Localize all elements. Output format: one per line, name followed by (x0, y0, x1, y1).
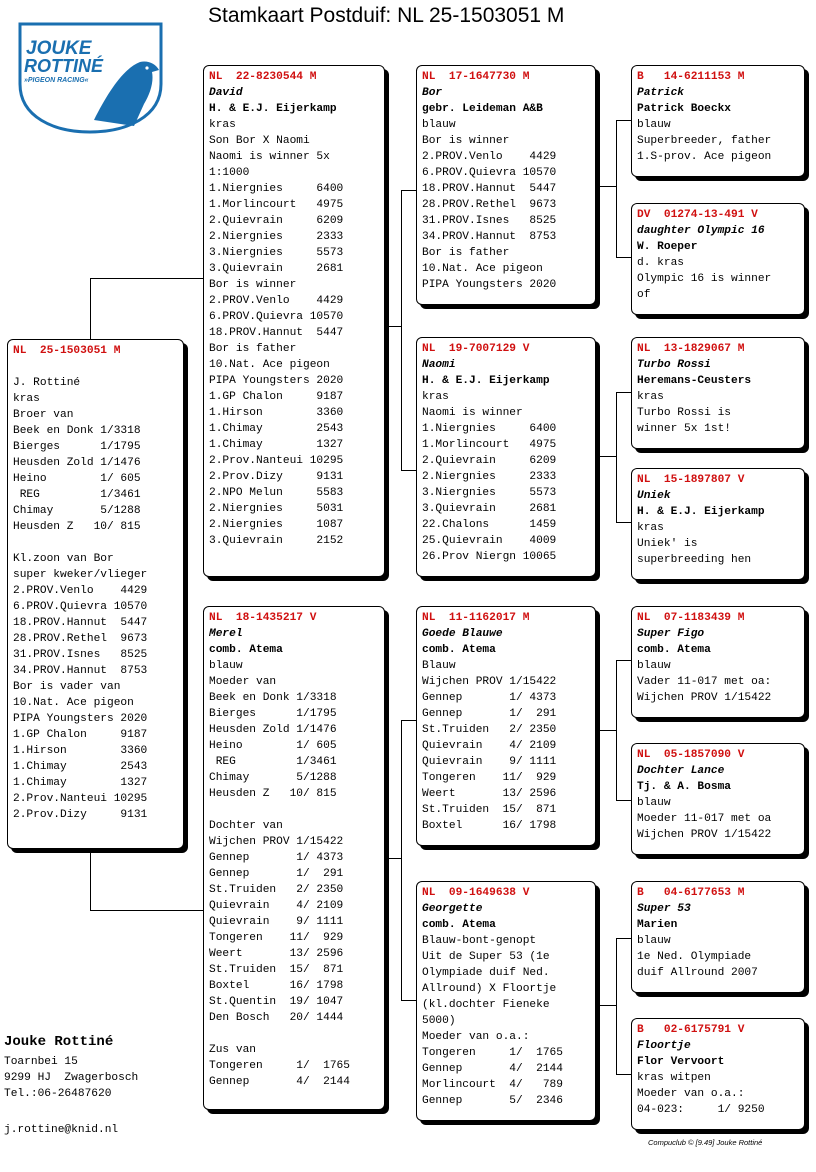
connector (616, 522, 632, 523)
pigeon-card-mff[interactable] (631, 606, 805, 718)
info-line: 1.Chimay 1327 (13, 777, 148, 789)
info-line: Gennep 1/ 4373 (209, 852, 344, 864)
info-line: 1.S-prov. Ace pigeon (637, 151, 772, 163)
info-line: blauw (637, 935, 671, 947)
info-line: duif Allround 2007 (637, 967, 758, 979)
info-line: 1e Ned. Olympiade (637, 951, 752, 963)
breeder-name: Tj. & A. Bosma (637, 781, 731, 793)
info-line: 2.PROV.Venlo 4429 (209, 295, 344, 307)
info-line: Tongeren 11/ 929 (209, 932, 344, 944)
info-line: kras (13, 393, 40, 405)
info-line: Chimay 5/1288 (209, 772, 337, 784)
info-line: super kweker/vlieger (13, 569, 148, 581)
page-title: Stamkaart Postduif: NL 25-1503051 M (208, 4, 565, 27)
info-line: Heusden Zold 1/1476 (209, 724, 337, 736)
info-line: 10.Nat. Ace pigeon (422, 263, 543, 275)
info-line: blauw (422, 119, 456, 131)
connector (401, 1000, 417, 1001)
info-line: Gennep 4/ 2144 (422, 1063, 563, 1075)
ring-number: NL 19-7007129 V (422, 343, 530, 355)
info-line: 3.Quievrain 2681 (209, 263, 344, 275)
connector (597, 456, 617, 457)
info-line: 34.PROV.Hannut 8753 (422, 231, 557, 243)
info-line: Quievrain 4/ 2109 (422, 740, 557, 752)
pigeon-card-fmm[interactable] (631, 468, 805, 580)
info-line: 1.Hirson 3360 (209, 407, 344, 419)
breeder-name: comb. Atema (422, 644, 496, 656)
info-line: winner 5x 1st! (637, 423, 731, 435)
pigeon-card-mother-father[interactable] (416, 606, 596, 846)
info-line: Heusden Z 10/ 815 (13, 521, 141, 533)
info-line: 2.Niergnies 2333 (209, 231, 344, 243)
info-line: Blauw-bont-genopt (422, 935, 537, 947)
info-line: Bor is father (422, 247, 510, 259)
info-line (209, 802, 379, 818)
info-line: Den Bosch 20/ 1444 (209, 1012, 344, 1024)
info-line: 1.Chimay 1327 (209, 439, 344, 451)
pigeon-card-father-father[interactable] (416, 65, 596, 305)
info-line: Vader 11-017 met oa: (637, 676, 772, 688)
info-line: 2.Prov.Nanteui 10295 (209, 455, 344, 467)
info-line: 2.Niergnies 2333 (422, 471, 557, 483)
info-line: Heino 1/ 605 (209, 740, 337, 752)
ring-number: NL 22-8230544 M (209, 71, 317, 83)
pigeon-card-subject[interactable] (7, 339, 184, 849)
info-line: PIPA Youngsters 2020 (209, 375, 344, 387)
info-line: 2.NPO Melun 5583 (209, 487, 344, 499)
info-line: Wijchen PROV 1/15422 (422, 676, 557, 688)
info-line: blauw (637, 797, 671, 809)
info-line: kras witpen (637, 1072, 711, 1084)
info-line: 10.Nat. Ace pigeon (209, 359, 330, 371)
info-line: 3.Quievrain 2152 (209, 535, 344, 547)
info-line: Boxtel 16/ 1798 (209, 980, 344, 992)
breeder-name: H. & E.J. Eijerkamp (422, 375, 550, 387)
connector (616, 938, 632, 939)
info-line: 22.Chalons 1459 (422, 519, 557, 531)
info-line: 1.GP Chalon 9187 (209, 391, 344, 403)
breeder-name: comb. Atema (422, 919, 496, 931)
pigeon-card-father-mother[interactable] (416, 337, 596, 577)
breeder-name: comb. Atema (209, 644, 283, 656)
info-line: Wijchen PROV 1/15422 (637, 829, 772, 841)
ring-number: NL 17-1647730 M (422, 71, 530, 83)
info-line: St.Truiden 2/ 2350 (422, 724, 557, 736)
info-line: 31.PROV.Isnes 8525 (13, 649, 148, 661)
pigeon-card-father[interactable] (203, 65, 385, 577)
pigeon-name: Goede Blauwe (422, 628, 503, 640)
pigeon-card-mmm[interactable] (631, 1018, 805, 1130)
info-line: Weert 13/ 2596 (209, 948, 344, 960)
info-line: 2.Prov.Nanteui 10295 (13, 793, 148, 805)
info-line: 6.PROV.Quievra 10570 (209, 311, 344, 323)
pigeon-name: Naomi (422, 359, 456, 371)
info-line: Bierges 1/1795 (209, 708, 337, 720)
connector (597, 1005, 617, 1006)
pigeon-name: Super 53 (637, 903, 691, 915)
connector (616, 1074, 632, 1075)
logo-line2: ROTTINÉ (24, 56, 103, 76)
pigeon-card-mother[interactable] (203, 606, 385, 1110)
info-line: Moeder van o.a.: (637, 1088, 745, 1100)
info-line: 18.PROV.Hannut 5447 (422, 183, 557, 195)
info-line: Quievrain 4/ 2109 (209, 900, 344, 912)
info-line: kras (209, 119, 236, 131)
info-line: d. kras (637, 257, 684, 269)
info-line: 2.Niergnies 1087 (209, 519, 344, 531)
info-line: 2.PROV.Venlo 4429 (422, 151, 557, 163)
info-line: blauw (209, 660, 243, 672)
pigeon-name: Super Figo (637, 628, 705, 640)
owner-email[interactable]: j.rottine@knid.nl (4, 1124, 119, 1136)
info-line: Moeder van o.a.: (422, 1031, 530, 1043)
info-line: Bor is father (209, 343, 297, 355)
info-line: PIPA Youngsters 2020 (422, 279, 557, 291)
connector (597, 730, 617, 731)
pigeon-name: David (209, 87, 243, 99)
info-line: Gennep 1/ 291 (209, 868, 344, 880)
info-line: kras (637, 391, 664, 403)
ring-number: NL 13-1829067 M (637, 343, 745, 355)
info-line (209, 1026, 379, 1042)
connector (616, 392, 617, 522)
connector (90, 910, 204, 911)
info-line: Turbo Rossi is (637, 407, 731, 419)
info-line: Quievrain 9/ 1111 (422, 756, 557, 768)
pigeon-card-fmf[interactable] (631, 337, 805, 449)
info-line: Boxtel 16/ 1798 (422, 820, 557, 832)
info-line: Bierges 1/1795 (13, 441, 141, 453)
info-line: 28.PROV.Rethel 9673 (13, 633, 148, 645)
ring-number: NL 07-1183439 M (637, 612, 745, 624)
pigeon-name: daughter Olympic 16 (637, 225, 765, 237)
info-line: Dochter van (209, 820, 283, 832)
owner-name: Jouke Rottiné (4, 1034, 114, 1050)
info-line: 2.Quievrain 6209 (422, 455, 557, 467)
info-line: 1.Niergnies 6400 (209, 183, 344, 195)
info-line: Quievrain 9/ 1111 (209, 916, 344, 928)
info-line: Zus van (209, 1044, 256, 1056)
pigeon-name: Patrick (637, 87, 684, 99)
connector (597, 186, 617, 187)
info-line: (kl.dochter Fieneke (422, 999, 550, 1011)
owner-address-line2: 9299 HJ Zwagerbosch (4, 1072, 139, 1084)
info-line: Son Bor X Naomi (209, 135, 310, 147)
connector (90, 278, 91, 340)
info-line: 10.Nat. Ace pigeon (13, 697, 134, 709)
owner-address-line1: Toarnbei 15 (4, 1056, 78, 1068)
connector (401, 720, 402, 1000)
breeder-name: Patrick Boeckx (637, 103, 731, 115)
info-line: Moeder 11-017 met oa (637, 813, 772, 825)
info-line: superbreeding hen (637, 554, 752, 566)
owner-block (4, 1034, 138, 1102)
breeder-name: Marien (637, 919, 678, 931)
pigeon-name: Uniek (637, 490, 671, 502)
info-line: Bor is winner (209, 279, 297, 291)
pigeon-name: Dochter Lance (637, 765, 725, 777)
info-line: Superbreeder, father (637, 135, 772, 147)
logo-line1: JOUKE (26, 38, 92, 59)
info-line: Tongeren 1/ 1765 (422, 1047, 563, 1059)
info-line: 18.PROV.Hannut 5447 (13, 617, 148, 629)
info-line (13, 535, 178, 551)
ring-number: B 04-6177653 M (637, 887, 745, 899)
pigeon-name: Merel (209, 628, 243, 640)
info-line: Bor is winner (422, 135, 510, 147)
connector (386, 858, 402, 859)
info-line: Uit de Super 53 (1e (422, 951, 550, 963)
connector (616, 257, 632, 258)
info-line: kras (422, 391, 449, 403)
connector (616, 938, 617, 1074)
info-line: blauw (637, 119, 671, 131)
info-line: Morlincourt 4/ 789 (422, 1079, 563, 1091)
info-line: Olympiade duif Ned. (422, 967, 550, 979)
info-line: St.Truiden 15/ 871 (422, 804, 557, 816)
ring-number: B 14-6211153 M (637, 71, 745, 83)
ring-number: DV 01274-13-491 V (637, 209, 758, 221)
connector (616, 120, 632, 121)
info-line: Moeder van (209, 676, 277, 688)
connector (401, 720, 417, 721)
info-line: Broer van (13, 409, 74, 421)
info-line: Heusden Z 10/ 815 (209, 788, 337, 800)
breeder-name: Flor Vervoort (637, 1056, 725, 1068)
pigeon-card-ffm[interactable] (631, 203, 805, 315)
info-line: Blauw (422, 660, 456, 672)
ring-number: NL 11-1162017 M (422, 612, 530, 624)
ring-number: NL 05-1857090 V (637, 749, 745, 761)
breeder-name: W. Roeper (637, 241, 698, 253)
info-line: 3.Niergnies 5573 (422, 487, 557, 499)
info-line: Olympic 16 is winner (637, 273, 772, 285)
info-line: 1.GP Chalon 9187 (13, 729, 148, 741)
info-line: 1:1000 (209, 167, 250, 179)
ring-number: NL 18-1435217 V (209, 612, 317, 624)
connector (401, 190, 417, 191)
connector (90, 278, 204, 279)
info-line: 1.Morlincourt 4975 (209, 199, 344, 211)
connector (616, 120, 617, 258)
info-line: Naomi is winner (422, 407, 523, 419)
info-line: 6.PROV.Quievra 10570 (422, 167, 557, 179)
info-line: 26.Prov Niergn 10065 (422, 551, 557, 563)
info-line: Wijchen PROV 1/15422 (209, 836, 344, 848)
pigeon-card-mother-mother[interactable] (416, 881, 596, 1121)
info-line: 5000) (422, 1015, 456, 1027)
connector (616, 392, 632, 393)
info-line: Uniek' is (637, 538, 698, 550)
info-line: 3.Quievrain 2681 (422, 503, 557, 515)
ring-number: NL 25-1503051 M (13, 345, 121, 357)
connector (386, 326, 402, 327)
info-line: Weert 13/ 2596 (422, 788, 557, 800)
connector (401, 470, 417, 471)
info-line: St.Truiden 15/ 871 (209, 964, 344, 976)
info-line: REG 1/3461 (13, 489, 141, 501)
info-line: blauw (637, 660, 671, 672)
connector (401, 190, 402, 470)
pigeon-name: Georgette (422, 903, 483, 915)
pigeon-card-mfm[interactable] (631, 743, 805, 855)
connector (616, 660, 632, 661)
info-line: Heusden Zold 1/1476 (13, 457, 141, 469)
info-line: 31.PROV.Isnes 8525 (422, 215, 557, 227)
info-line (13, 359, 178, 375)
info-line: 34.PROV.Hannut 8753 (13, 665, 148, 677)
breeder-name: Heremans-Ceusters (637, 375, 752, 387)
info-line: 6.PROV.Quievra 10570 (13, 601, 148, 613)
club-logo (16, 22, 165, 134)
pigeon-name: Turbo Rossi (637, 359, 711, 371)
info-line: Naomi is winner 5x (209, 151, 330, 163)
info-line: 3.Niergnies 5573 (209, 247, 344, 259)
info-line: REG 1/3461 (209, 756, 337, 768)
info-line: Wijchen PROV 1/15422 (637, 692, 772, 704)
info-line: 2.Quievrain 6209 (209, 215, 344, 227)
info-line: 1.Chimay 2543 (209, 423, 344, 435)
breeder-name: gebr. Leideman A&B (422, 103, 543, 115)
breeder-name: H. & E.J. Eijerkamp (209, 103, 337, 115)
info-line: Allround) X Floortje (422, 983, 557, 995)
info-line: 1.Niergnies 6400 (422, 423, 557, 435)
info-line: Beek en Donk 1/3318 (209, 692, 337, 704)
info-line: J. Rottiné (13, 377, 81, 389)
info-line: 1.Morlincourt 4975 (422, 439, 557, 451)
info-line: 18.PROV.Hannut 5447 (209, 327, 344, 339)
info-line: 2.Prov.Dizy 9131 (13, 809, 148, 821)
info-line: 28.PROV.Rethel 9673 (422, 199, 557, 211)
info-line: 2.PROV.Venlo 4429 (13, 585, 148, 597)
info-line: Gennep 4/ 2144 (209, 1076, 350, 1088)
info-line: Gennep 5/ 2346 (422, 1095, 563, 1107)
pigeon-name: Floortje (637, 1040, 691, 1052)
info-line: Tongeren 1/ 1765 (209, 1060, 350, 1072)
info-line: Heino 1/ 605 (13, 473, 141, 485)
breeder-name: comb. Atema (637, 644, 711, 656)
ring-number: NL 09-1649638 V (422, 887, 530, 899)
info-line: 1.Chimay 2543 (13, 761, 148, 773)
info-line: 1.Hirson 3360 (13, 745, 148, 757)
info-line: Gennep 1/ 291 (422, 708, 557, 720)
info-line: St.Quentin 19/ 1047 (209, 996, 344, 1008)
info-line: Tongeren 11/ 929 (422, 772, 557, 784)
info-line: 2.Niergnies 5031 (209, 503, 344, 515)
info-line: Kl.zoon van Bor (13, 553, 114, 565)
info-line: 25.Quievrain 4009 (422, 535, 557, 547)
connector (616, 800, 632, 801)
info-line: kras (637, 522, 664, 534)
pigeon-card-mmf[interactable] (631, 881, 805, 993)
ring-number: B 02-6175791 V (637, 1024, 745, 1036)
info-line: 2.Prov.Dizy 9131 (209, 471, 344, 483)
footer-credit: Compuclub © [9.49] Jouke Rottiné (648, 1138, 763, 1147)
info-line: 04-023: 1/ 9250 (637, 1104, 765, 1116)
pigeon-card-fff[interactable] (631, 65, 805, 177)
info-line: Bor is vader van (13, 681, 121, 693)
ring-number: NL 15-1897807 V (637, 474, 745, 486)
info-line: Beek en Donk 1/3318 (13, 425, 141, 437)
breeder-name: H. & E.J. Eijerkamp (637, 506, 765, 518)
info-line: of (637, 289, 651, 301)
logo-line3: »PIGEON RACING« (24, 77, 89, 84)
info-line: Gennep 1/ 4373 (422, 692, 557, 704)
info-line: Chimay 5/1288 (13, 505, 141, 517)
connector (90, 852, 91, 911)
owner-phone: Tel.:06-26487620 (4, 1088, 112, 1100)
pigeon-name: Bor (422, 87, 443, 99)
info-line: St.Truiden 2/ 2350 (209, 884, 344, 896)
info-line: PIPA Youngsters 2020 (13, 713, 148, 725)
